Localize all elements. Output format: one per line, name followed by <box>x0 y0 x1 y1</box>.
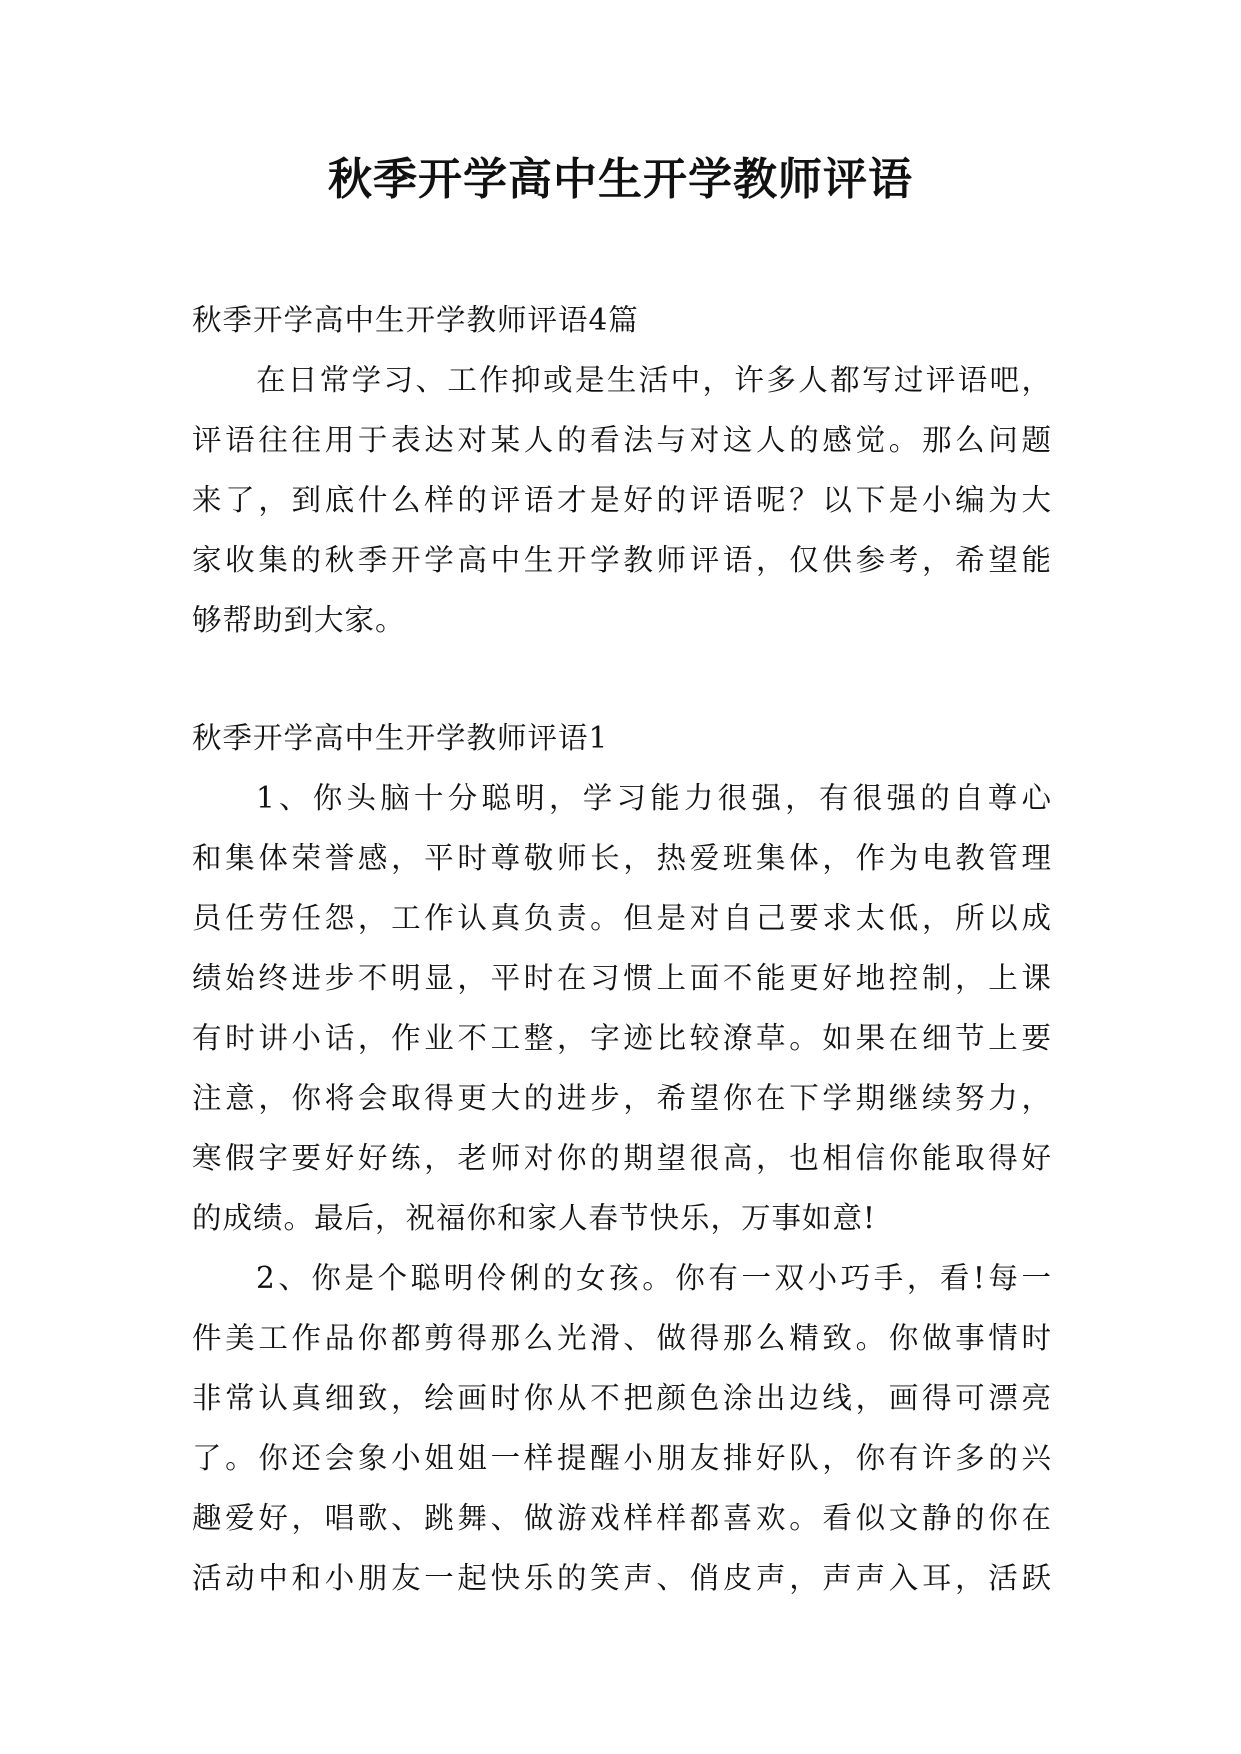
comment-paragraph-2 <box>192 1248 1052 1608</box>
paragraph-line: 寒假字要好好练，老师对你的期望很高，也相信你能取得好 <box>192 1141 1052 1175</box>
section-spacer <box>192 650 1052 708</box>
intro-line: 家收集的秋季开学高中生开学教师评语，仅供参考，希望能 <box>192 543 1052 577</box>
paragraph-line: 2、你是个聪明伶俐的女孩。你有一双小巧手，看!每一 <box>256 1261 1052 1295</box>
paragraph-line: 有时讲小话，作业不工整，字迹比较潦草。如果在细节上要 <box>192 1021 1052 1055</box>
paragraph-line: 和集体荣誉感，平时尊敬师长，热爱班集体，作为电教管理 <box>192 841 1052 875</box>
paragraph-line: 的成绩。最后，祝福你和家人春节快乐，万事如意! <box>192 1201 876 1235</box>
intro-line: 评语往往用于表达对某人的看法与对这人的感觉。那么问题 <box>192 423 1052 457</box>
paragraph-line: 注意，你将会取得更大的进步，希望你在下学期继续努力， <box>192 1081 1052 1115</box>
intro-line: 够帮助到大家。 <box>192 603 406 637</box>
paragraph-line: 1、你头脑十分聪明，学习能力很强，有很强的自尊心 <box>256 781 1052 815</box>
paragraph-line: 件美工作品你都剪得那么光滑、做得那么精致。你做事情时 <box>192 1321 1052 1355</box>
paragraph-line: 趣爱好，唱歌、跳舞、做游戏样样都喜欢。看似文静的你在 <box>192 1501 1052 1535</box>
intro-heading: 秋季开学高中生开学教师评语4篇 <box>192 303 639 337</box>
paragraph-line: 了。你还会象小姐姐一样提醒小朋友排好队，你有许多的兴 <box>192 1441 1052 1475</box>
document-title: 秋季开学高中生开学教师评语 <box>328 154 913 205</box>
section-heading: 秋季开学高中生开学教师评语1 <box>192 721 609 755</box>
document-body <box>192 290 1052 1608</box>
paragraph-line: 活动中和小朋友一起快乐的笑声、俏皮声，声声入耳，活跃 <box>192 1561 1052 1595</box>
comment-paragraph-1 <box>192 768 1052 1248</box>
paragraph-line: 绩始终进步不明显，平时在习惯上面不能更好地控制，上课 <box>192 961 1052 995</box>
intro-line: 来了，到底什么样的评语才是好的评语呢？以下是小编为大 <box>192 483 1052 517</box>
paragraph-line: 非常认真细致，绘画时你从不把颜色涂出边线，画得可漂亮 <box>192 1381 1052 1415</box>
paragraph-line: 员任劳任怨，工作认真负责。但是对自己要求太低，所以成 <box>192 901 1052 935</box>
intro-line: 在日常学习、工作抑或是生活中，许多人都写过评语吧， <box>256 363 1052 397</box>
intro-paragraph <box>192 350 1052 650</box>
